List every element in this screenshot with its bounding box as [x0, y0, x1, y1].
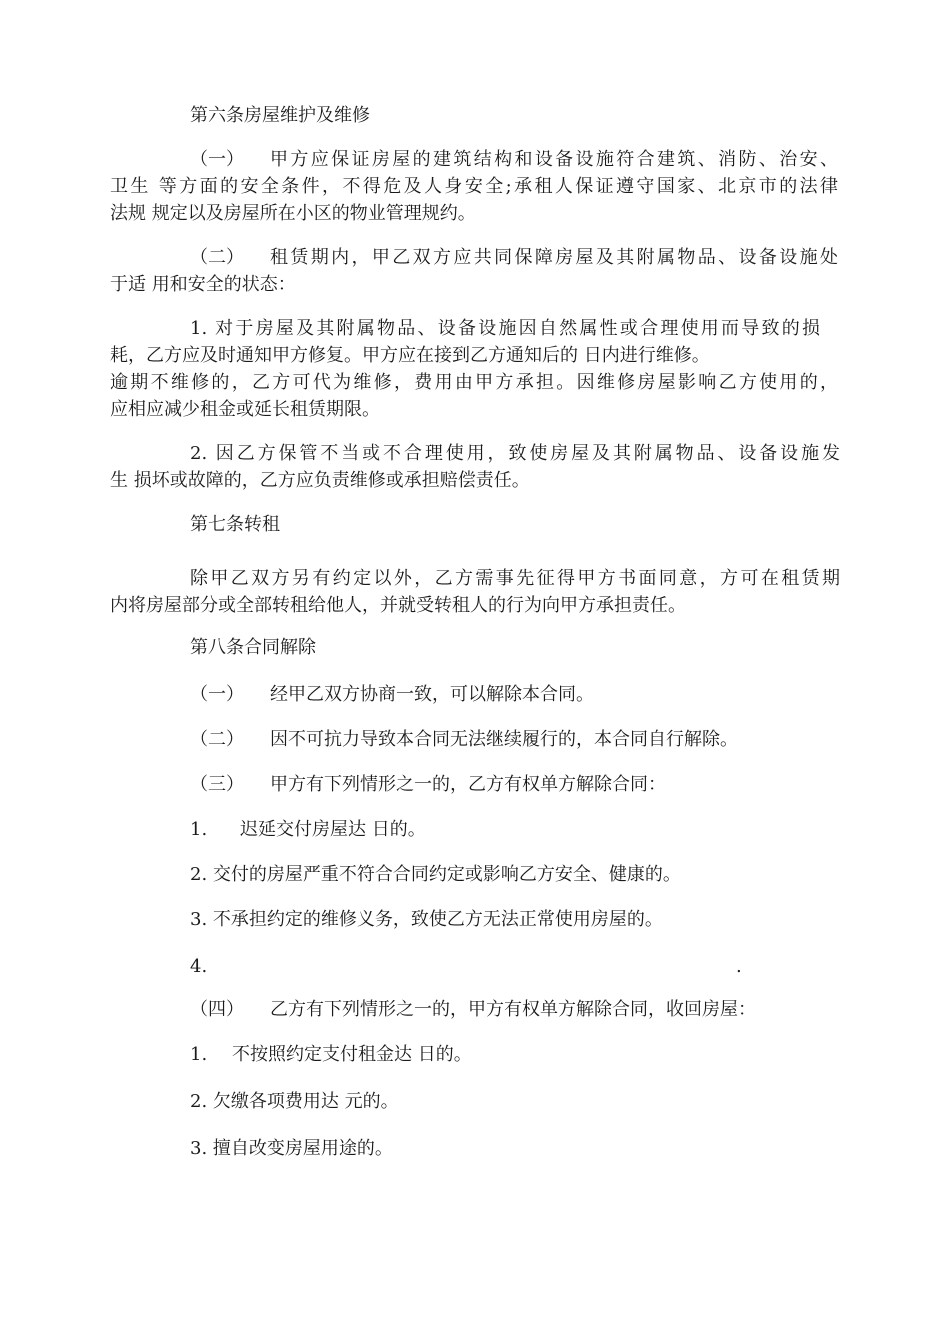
art6-p3-line2: 耗，乙方应及时通知甲方修复。甲方应在接到乙方通知后的 日内进行维修。	[110, 345, 710, 366]
art6-p4-line2: 生 损坏或故障的，乙方应负责维修或承担赔偿责任。	[110, 470, 530, 491]
art8-i4-sub1-num: 1.	[190, 1044, 208, 1065]
art8-i4-text: 乙方有下列情形之一的，甲方有权单方解除合同，收回房屋：	[270, 999, 756, 1020]
art6-p1-marker: （一）	[190, 149, 244, 170]
art6-p3-line1: 1. 对于房屋及其附属物品、设备设施因自然属性或合理使用而导致的损	[190, 318, 820, 339]
art6-p1-line2: 卫生 等方面的安全条件，不得危及人身安全;承租人保证遵守国家、北京市的法律	[110, 176, 838, 197]
art8-i3-text: 甲方有下列情形之一的，乙方有权单方解除合同：	[270, 774, 666, 795]
art6-p1-line1: 甲方应保证房屋的建筑结构和设备设施符合建筑、消防、治安、	[270, 149, 838, 170]
art6-p2-line2: 于适 用和安全的状态：	[110, 274, 296, 295]
art8-i3-sub1-text: 迟延交付房屋达 日的。	[240, 819, 426, 840]
art8-i4-sub1-text: 不按照约定支付租金达 日的。	[232, 1044, 472, 1065]
art8-i4-marker: （四）	[190, 999, 244, 1020]
art7-line2: 内将房屋部分或全部转租给他人，并就受转租人的行为向甲方承担责任。	[110, 595, 686, 616]
art8-i1-text: 经甲乙双方协商一致，可以解除本合同。	[270, 684, 594, 705]
art6-p3-line3: 逾期不维修的，乙方可代为维修，费用由甲方承担。因维修房屋影响乙方使用的，	[110, 372, 838, 393]
article-8-heading: 第八条合同解除	[190, 637, 316, 658]
art8-i2-text: 因不可抗力导致本合同无法继续履行的，本合同自行解除。	[270, 729, 738, 750]
art6-p3-line4: 应相应减少租金或延长租赁期限。	[110, 399, 380, 420]
art6-p2-line1: 租赁期内，甲乙双方应共同保障房屋及其附属物品、设备设施处	[270, 247, 838, 268]
article-7-heading: 第七条转租	[190, 514, 280, 535]
art8-i3-sub4-end: .	[736, 956, 742, 977]
article-6-heading: 第六条房屋维护及维修	[190, 105, 370, 126]
art6-p2-marker: （二）	[190, 247, 244, 268]
art6-p4-line1: 2. 因乙方保管不当或不合理使用，致使房屋及其附属物品、设备设施发	[190, 443, 840, 464]
art8-i3-sub1-num: 1.	[190, 819, 208, 840]
art8-i2-marker: （二）	[190, 729, 244, 750]
art8-i3-sub2: 2. 交付的房屋严重不符合合同约定或影响乙方安全、健康的。	[190, 864, 681, 885]
art7-line1: 除甲乙双方另有约定以外，乙方需事先征得甲方书面同意，方可在租赁期	[190, 568, 840, 589]
art8-i3-sub3: 3. 不承担约定的维修义务，致使乙方无法正常使用房屋的。	[190, 909, 663, 930]
art8-i1-marker: （一）	[190, 684, 244, 705]
art8-i4-sub3: 3. 擅自改变房屋用途的。	[190, 1138, 393, 1159]
art8-i3-sub4-num: 4.	[190, 956, 208, 977]
art6-p1-line3: 法规 规定以及房屋所在小区的物业管理规约。	[110, 203, 476, 224]
art8-i3-marker: （三）	[190, 774, 244, 795]
art8-i4-sub2: 2. 欠缴各项费用达 元的。	[190, 1091, 399, 1112]
